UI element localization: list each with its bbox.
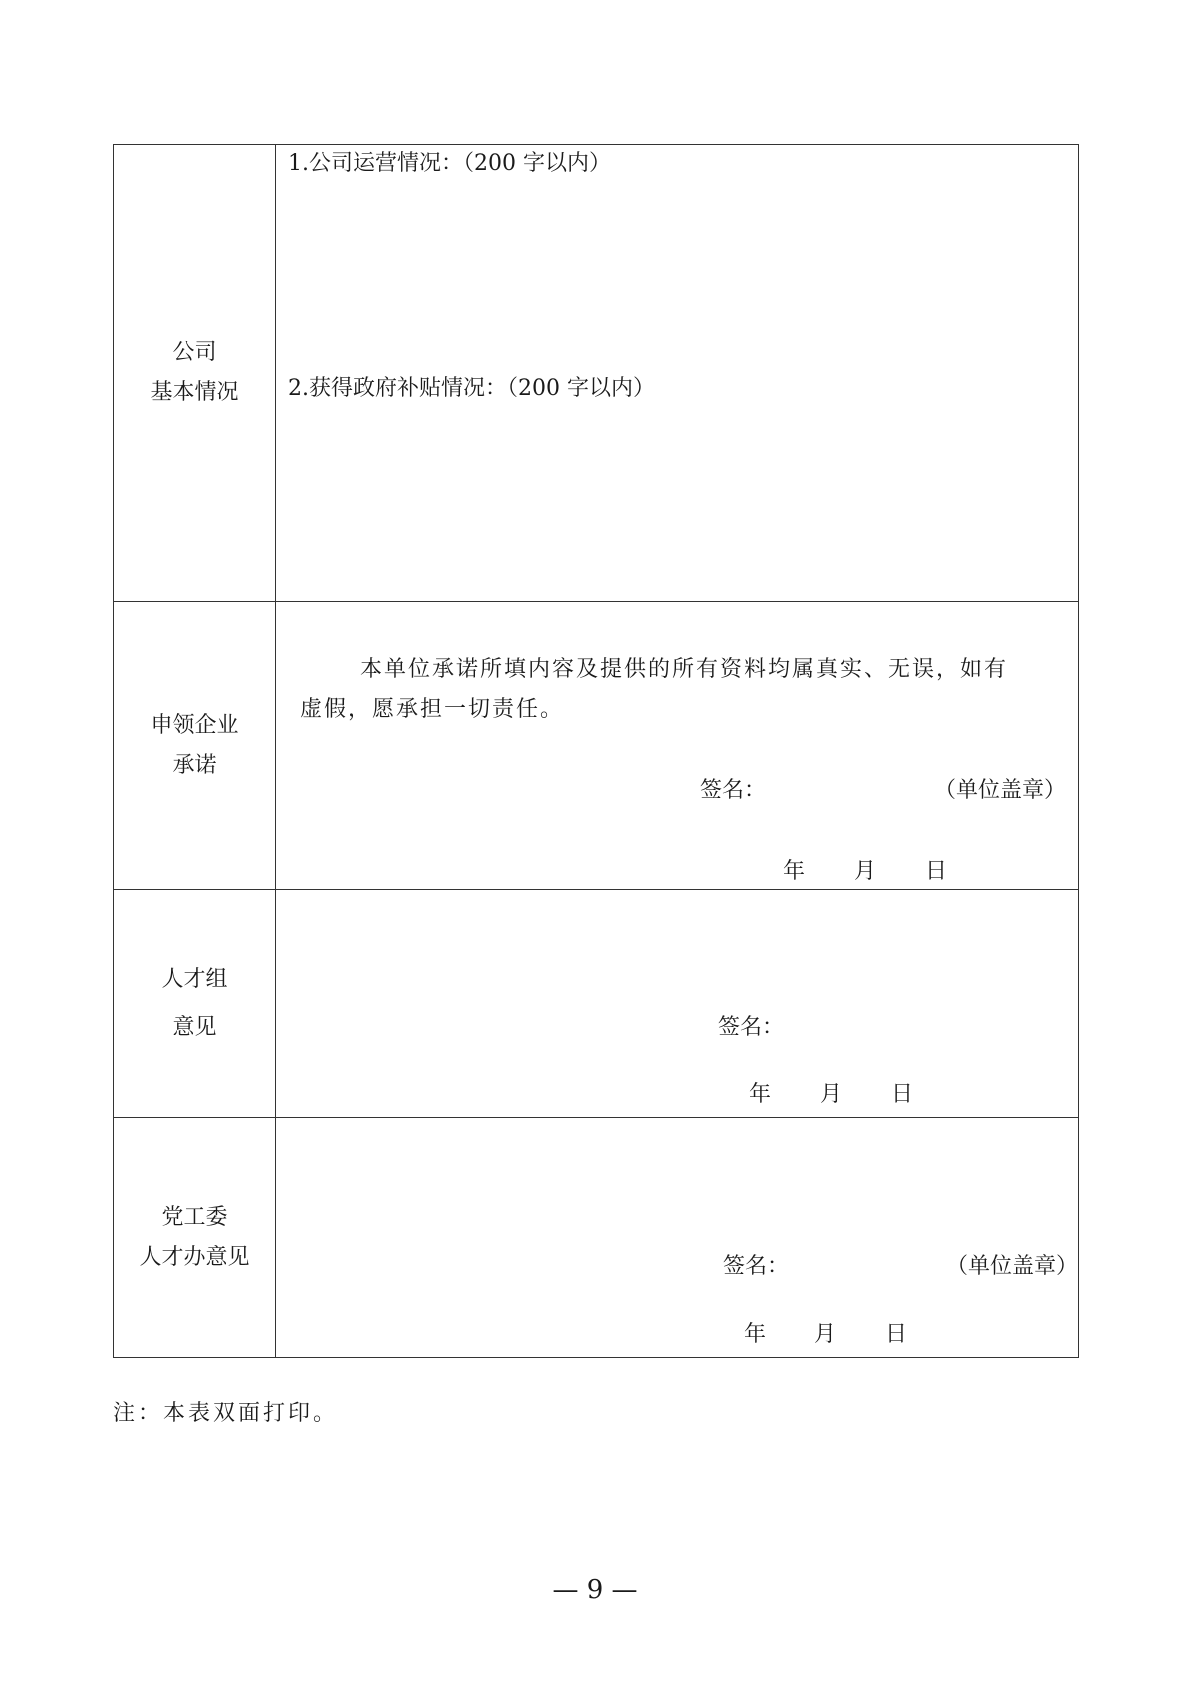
label-line: 意见	[172, 1014, 217, 1040]
application-form-table	[113, 144, 1079, 1358]
label-line: 申领企业	[150, 712, 239, 738]
talent-group-opinion-content[interactable]	[276, 890, 1079, 1118]
party-committee-opinion-row	[114, 1118, 1079, 1358]
party-committee-opinion-content[interactable]	[276, 1118, 1079, 1358]
date-year-label: 年	[783, 859, 806, 884]
label-line: 承诺	[172, 752, 217, 778]
label-line: 人才组	[161, 966, 228, 992]
label-line: 人才办意见	[139, 1244, 250, 1270]
label-line: 党工委	[161, 1204, 228, 1230]
date-month-label: 月	[820, 1082, 843, 1107]
company-basic-info-row	[114, 145, 1079, 602]
date-day-label: 日	[925, 859, 948, 884]
company-basic-info-content[interactable]	[276, 145, 1079, 602]
party-committee-opinion-label	[114, 1118, 276, 1358]
operations-prompt: 1.公司运营情况：（200 字以内）	[288, 151, 611, 176]
date-day-label: 日	[885, 1322, 908, 1347]
label-line: 基本情况	[150, 380, 239, 405]
subsidy-prompt: 2.获得政府补贴情况：（200 字以内）	[288, 376, 655, 401]
enterprise-commitment-label	[114, 602, 276, 890]
date-day-label: 日	[891, 1082, 914, 1107]
date-month-label: 月	[814, 1322, 837, 1347]
talent-group-opinion-label	[114, 890, 276, 1118]
footnote: 注：本表双面打印。	[113, 1401, 339, 1426]
date-year-label: 年	[744, 1322, 767, 1347]
commitment-statement: 本单位承诺所填内容及提供的所有资料均属真实、无误，如有虚假，愿承担一切责任。	[300, 657, 1009, 722]
date-month-label: 月	[854, 859, 877, 884]
signature-label: 签名：	[700, 778, 767, 803]
signature-label: 签名：	[723, 1254, 790, 1279]
enterprise-commitment-content	[276, 602, 1079, 890]
seal-label: （单位盖章）	[934, 778, 1067, 803]
date-year-label: 年	[749, 1082, 772, 1107]
label-line: 公司	[172, 340, 217, 365]
talent-group-opinion-row	[114, 890, 1079, 1118]
seal-label: （单位盖章）	[946, 1254, 1079, 1279]
signature-label: 签名：	[718, 1015, 785, 1040]
page-number: — 9 —	[552, 1575, 638, 1605]
company-basic-info-label	[114, 145, 276, 602]
enterprise-commitment-row	[114, 602, 1079, 890]
